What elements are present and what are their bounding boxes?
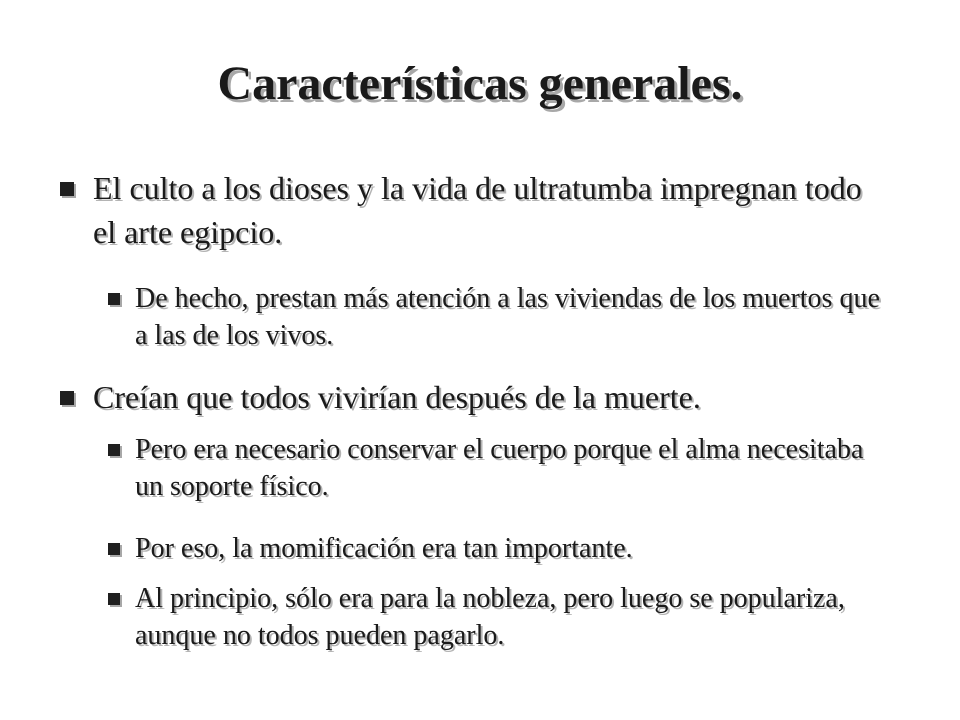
sub-bullet-item <box>135 280 895 354</box>
square-bullet-icon <box>108 543 120 555</box>
sub-bullet-item <box>135 431 895 505</box>
square-bullet-icon <box>60 182 74 196</box>
sub-bullet-item <box>135 580 895 654</box>
square-bullet-icon <box>60 391 74 405</box>
bullet-item <box>93 375 883 419</box>
sub-bullet-text: De hecho, prestan más atención a las viviendas de los muertos que a las de los vivos. <box>135 283 880 351</box>
bullet-text: Creían que todos vivirían después de la muerte. <box>93 379 701 415</box>
bullet-text: El culto a los dioses y la vida de ultratumba impregnan todo el arte egipcio. <box>93 170 862 250</box>
square-bullet-icon <box>108 293 120 305</box>
sub-bullet-item <box>135 530 895 567</box>
square-bullet-icon <box>108 593 120 605</box>
sub-bullet-text: Por eso, la momificación era tan importante. <box>135 533 633 564</box>
slide-title: Características generales. <box>217 57 743 110</box>
sub-bullet-text: Pero era necesario conservar el cuerpo porque el alma necesitaba un soporte físico. <box>135 434 864 502</box>
bullet-item <box>93 166 883 254</box>
square-bullet-icon <box>108 444 120 456</box>
sub-bullet-text: Al principio, sólo era para la nobleza, pero luego se populariza, aunque no todos pueden pagarlo. <box>135 583 845 651</box>
